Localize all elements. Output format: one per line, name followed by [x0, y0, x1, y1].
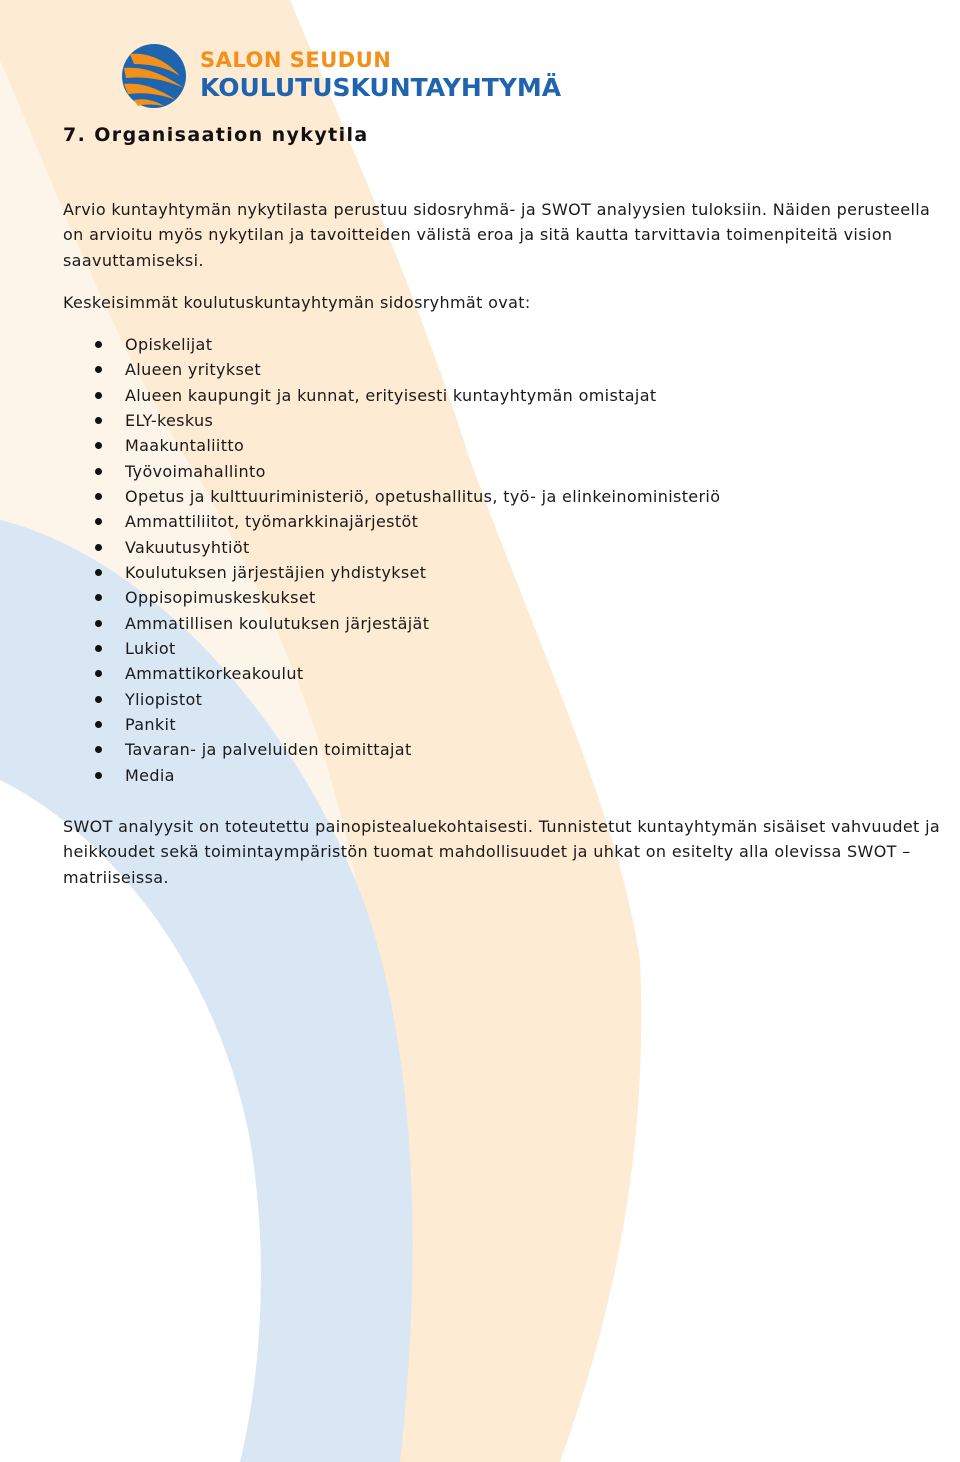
stakeholder-list-intro: Keskeisimmät koulutuskuntayhtymän sidosryhmät ovat: — [63, 293, 531, 312]
list-item-text: Alueen kaupungit ja kunnat, erityisesti kuntayhtymän omistajat — [125, 385, 657, 405]
list-item-text: Media — [125, 765, 175, 785]
bullet-icon — [95, 721, 102, 728]
bullet-icon — [95, 468, 102, 475]
organization-logo — [120, 40, 600, 112]
list-item-text: Alueen yritykset — [125, 360, 261, 380]
bullet-icon — [95, 493, 102, 500]
list-item-text: Oppisopimuskeskukset — [125, 588, 316, 608]
list-item-text: Pankit — [125, 714, 176, 734]
list-item-text: Ammatillisen koulutuksen järjestäjät — [125, 613, 430, 633]
list-item-text: Työvoimahallinto — [125, 461, 266, 481]
bullet-icon — [95, 645, 102, 652]
intro-paragraph: Arvio kuntayhtymän nykytilasta perustuu sidosryhmä- ja SWOT analyysien tuloksiin. Näiden perusteella on arvioitu myös nykytilan ja tavoitteiden välistä eroa ja sitä kautta tarvittavia toimenpiteitä vision saavuttamiseksi. — [63, 200, 931, 270]
list-item-text: Vakuutusyhtiöt — [125, 537, 250, 557]
bullet-icon — [95, 772, 102, 779]
list-item-text: Maakuntaliitto — [125, 436, 245, 456]
bullet-icon — [95, 442, 102, 449]
section-heading: 7. Organisaation nykytila — [63, 124, 369, 146]
stylized-sphere-logo-icon — [120, 42, 188, 110]
bullet-icon — [95, 341, 102, 348]
list-item-text: Ammattiliitot, työmarkkinajärjestöt — [125, 512, 419, 532]
logo-text-line2: KOULUTUSKUNTAYHTYMÄ — [200, 73, 562, 102]
bullet-icon — [95, 569, 102, 576]
list-item-text: ELY-keskus — [125, 410, 214, 430]
list-item-text: Opetus ja kulttuuriministeriö, opetushallitus, työ- ja elinkeinoministeriö — [125, 486, 721, 506]
logo-text-line1: SALON SEUDUN — [200, 48, 392, 72]
bullet-icon — [95, 366, 102, 373]
bullet-icon — [95, 544, 102, 551]
bullet-icon — [95, 670, 102, 677]
list-item-text: Koulutuksen järjestäjien yhdistykset — [125, 562, 427, 582]
bullet-icon — [95, 392, 102, 399]
bullet-icon — [95, 620, 102, 627]
list-item-text: Opiskelijat — [125, 335, 213, 354]
list-item-text: Lukiot — [125, 638, 176, 658]
bullet-icon — [95, 417, 102, 424]
list-item-text: Yliopistot — [125, 689, 203, 709]
bullet-icon — [95, 746, 102, 753]
bullet-icon — [95, 696, 102, 703]
bullet-icon — [95, 518, 102, 525]
closing-paragraph: SWOT analyysit on toteutettu painopistealuekohtaisesti. Tunnistetut kuntayhtymän sisäiset vahvuudet ja heikkoudet sekä toimintaympäristön tuomat mahdollisuudet ja uhkat on esitelty alla olevissa SWOT –matriiseissa. — [63, 817, 941, 887]
list-item-text: Ammattikorkeakoulut — [125, 664, 304, 684]
list-item-text: Tavaran- ja palveluiden toimittajat — [125, 740, 412, 760]
bullet-icon — [95, 594, 102, 601]
